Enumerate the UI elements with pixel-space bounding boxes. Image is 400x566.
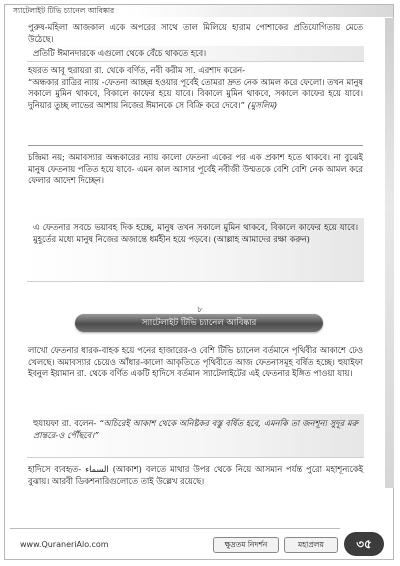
page-number: ৩৫ — [344, 532, 384, 556]
decorative-side-bar — [385, 18, 394, 488]
footer-divider — [10, 528, 340, 529]
quote-intro: হুযায়ফা রা. বলেন- — [33, 418, 97, 428]
paragraph: এ ফেতনার সবচে ভয়াবহ দিক হচ্ছে, মানুষ তখন সকালে মুমিন থাকবে, বিকালে কাফের হয়ে যাবে। মুহূর্তের মধ্যে মানুষ নিজের অজান্তে ধর্মহীন হয়ে পড়বে। (আল্লাহ আমাদের রক্ষা করুন) — [33, 222, 358, 244]
highlight-box — [27, 46, 364, 62]
paragraph: চন্দ্রিমা নয়; অমাবস্যার অন্ধকারের ন্যায় কালো ফেতনা একের পর এক প্রকাশ হতে থাকবে। না বুঝেই মানুষ ফেতনায় পতিত হয়ে যাবে- এমন কাল আসার পূর্বেই নবীজী উম্মতকে বেশি বেশি নেক আমল করে ফেলার আদেশ দিচ্ছেন। — [28, 152, 363, 186]
paragraph: প্রতিটি ঈমানদারকে এগুলো থেকে বেঁচে থাকতে হবে। — [33, 48, 207, 58]
footer-book-title: ক্ষুদ্রতম নিদর্শন — [213, 537, 279, 553]
upper-text-block — [28, 22, 363, 45]
arabic-word: السماء — [85, 464, 109, 474]
lower-text-block — [28, 345, 363, 380]
footer-section-label: মহাপ্রলয় — [284, 537, 338, 553]
closing-text-block — [28, 464, 363, 487]
header-band — [5, 5, 393, 17]
paragraph-rest: (আকাশ) বলতে মাথার উপর থেকে নিয়ে আসমান পর্যন্ত পুরো মহাশূন্যকেই বুঝায়। আরবী ডিকশনারিগুলোতে তাই উল্লেখ রয়েছে। — [28, 464, 364, 486]
footer-url[interactable]: www.QuraneriAlo.com — [20, 540, 109, 549]
hadith-block — [28, 65, 363, 111]
chapter-number: ৮ — [197, 305, 203, 314]
quote-box — [27, 414, 364, 458]
paragraph: লাখো ফেতনার ধারক-বাহক হয়ে পনের হাজারের-ও বেশি টিভি চ্যানেল বর্তমানে পৃথিবীর আকাশে ঢেও খেলছে। অমাবস্যার চেয়েও আঁধার-কালো আকৃতিতে পৃথিবীতে আজ ফেতনাসমূহ বর্ষিত হচ্ছে। হুযাইফা ইবনুল ইয়ামান রা. থেকে বর্ণিত একটি হাদিসে বর্তমান স্যাটেলাইটের এই ফেতনার ইঙ্গিত পাওয়া যায়। — [28, 345, 363, 379]
hadith-source: (মুসলিম) — [247, 99, 278, 110]
paragraph: পুরুষ-মহিলা আজকাল একে অপরের সাথে তাল মিলিয়ে হারাম পোশাকের প্রতিযোগিতায় মেতে উঠেছে। — [28, 22, 363, 44]
paragraph-start: হাদিসে ব্যবহৃত- — [28, 464, 82, 474]
middle-text-block — [28, 152, 363, 187]
highlight-box — [27, 218, 364, 282]
hadith-intro: হযরত আবূ হুরায়রা রা. থেকে বর্ণিত, নবী করীম সা. এরশাদ করেন- — [28, 65, 246, 75]
chapter-title-banner: স্যাটেলাইট টিভি চ্যানেল আবিষ্কার — [75, 314, 323, 332]
hadith-text: “অন্ধকার রাত্রির ন্যায় -ফেতনা আচ্ছন্ন হওয়ার পূর্বেই তোমরা দ্রুত নেক আমল করে ফেলো। তখন মানুষ সকালে মুমিন থাকবে, বিকালে কাফের হয়ে যাবে। বিকালে মুমিন থাকবে, সকালে কাফের হয়ে যাবে। দুনিয়ার তুচ্ছ লাভের আশায় নিজের ঈমানকে সে বিক্রি করে দেবে।” — [28, 76, 363, 110]
running-title: স্যাটেলাইট টিভি চ্যানেল আবিষ্কার — [5, 5, 223, 17]
divider — [28, 145, 363, 146]
quote-text: “অচিরেই আকাশ থেকে অনিষ্টকর বস্তু বর্ষিত হবে, এমনকি তা জনশূন্য সুদূর মরু প্রান্তরে-ও পৌঁছবে।” — [33, 418, 358, 440]
